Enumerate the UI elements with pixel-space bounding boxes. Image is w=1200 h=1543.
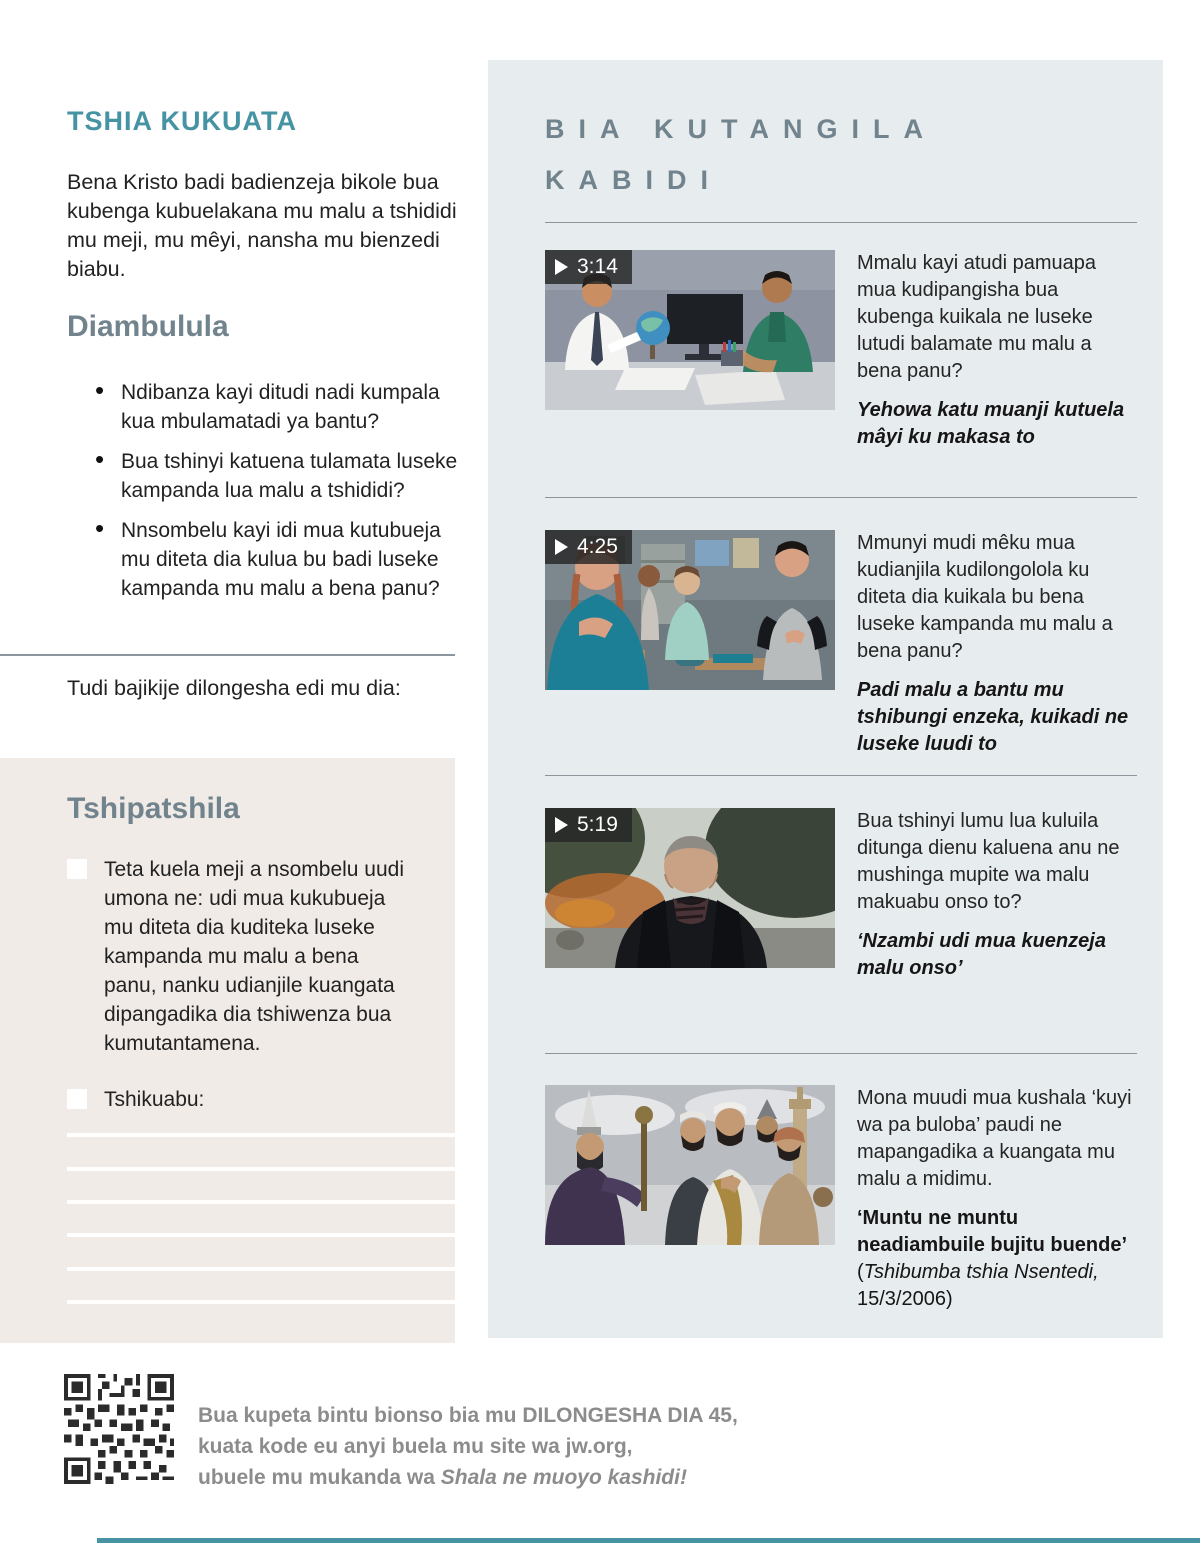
play-icon: [555, 539, 568, 555]
media-row-text: [857, 530, 1138, 758]
goal-item-text: Teta kuela meji a nsombelu uudi umona ne: udi mua kukubueja mu diteta dia kuditeka luseke kampanda mu malu a bena panu, nanku udianjile kuangata dipangadika dia tshiwenza bua kumutantamena.: [104, 858, 405, 1055]
write-line: [67, 1200, 455, 1204]
row-divider: [545, 1053, 1137, 1054]
video-thumbnail-classroom-scene[interactable]: [545, 530, 835, 690]
conclusion-label: Tudi bajikije dilongesha edi mu dia:: [67, 676, 401, 700]
discussion-question-list: [95, 378, 475, 614]
bottom-accent-bar: [97, 1538, 1200, 1543]
duration-badge: 3:14: [545, 250, 632, 284]
review-section-heading: TSHIA KUKUATA: [67, 106, 297, 136]
goal-panel: [0, 758, 455, 1343]
illustration-king-three-hebrews[interactable]: [545, 1085, 835, 1245]
video-answer: ‘Nzambi udi mua kuenzeja malu onso’: [857, 930, 1106, 979]
video-answer: Yehowa katu muanji kutuela mâyi ku makasa to: [857, 399, 1125, 448]
illustration-answer: ‘Muntu ne muntu neadiambuile bujitu buende’ (Tshibumba tshia Nsentedi, 15/3/2006): [857, 1207, 1128, 1310]
discussion-question: • Bua tshinyi katuena tulamata luseke kampanda lua malu a tshididi?: [95, 447, 475, 505]
media-row-text: [857, 808, 1138, 982]
media-row-text: [857, 1085, 1138, 1313]
qr-code-art: [64, 1374, 174, 1484]
duration-badge: 4:25: [545, 530, 632, 564]
write-line: [67, 1300, 455, 1304]
write-line: [67, 1133, 455, 1137]
video-question: Mmalu kayi atudi pamuapa mua kudipangisha bua kubenga kuikala ne luseke lutudi balamate mu malu a bena panu?: [857, 252, 1097, 382]
video-answer: Padi malu a bantu mu tshibungi enzeka, kuikadi ne luseke luudi to: [857, 679, 1129, 755]
qr-code: [64, 1374, 174, 1484]
watch-again-panel: [488, 60, 1163, 1338]
intro-paragraph: Bena Kristo badi badienzeja bikole bua kubenga kubuelakana mu malu a tshididi mu meji, mu mêyi, nansha mu bienzedi biabu.: [67, 170, 457, 281]
publication-title: Shala ne muoyo kashidi!: [440, 1466, 687, 1489]
media-row-text: [857, 250, 1138, 451]
illustration-art: [545, 1085, 835, 1245]
play-icon: [555, 817, 568, 833]
checkbox-icon[interactable]: [67, 1089, 87, 1109]
answer-quote: ‘Muntu ne muntu neadiambuile bujitu buende’: [857, 1207, 1128, 1256]
video-thumbnail-office-scene[interactable]: [545, 250, 835, 410]
goal-item-text: Tshikuabu:: [104, 1088, 205, 1111]
play-icon: [555, 259, 568, 275]
discussion-question: • Ndibanza kayi ditudi nadi kumpala kua mbulamatadi ya bantu?: [95, 378, 475, 436]
illustration-caption: Mona muudi mua kushala ‘kuyi wa pa buloba’ paudi ne mapangadika a kuangata mu malu a midimu.: [857, 1087, 1132, 1190]
goal-heading: Tshipatshila: [67, 792, 240, 825]
goal-item: [67, 855, 409, 1058]
write-line: [67, 1167, 455, 1171]
video-thumbnail-interview-scene[interactable]: [545, 808, 835, 968]
answer-source: Tshibumba tshia Nsentedi,: [863, 1261, 1099, 1283]
row-divider: [545, 775, 1137, 776]
row-divider: [545, 222, 1137, 223]
footer-note: [198, 1400, 798, 1493]
video-question: Bua tshinyi lumu lua kuluila ditunga dienu kaluena anu ne mushinga mupite wa malu makuabu onso to?: [857, 810, 1120, 913]
media-row: [545, 808, 1138, 982]
goal-item: [67, 1085, 409, 1114]
discussion-heading: Diambulula: [67, 310, 229, 343]
video-question: Mmunyi mudi mêku mua kudianjila kudilongolola ku diteta dia kuikala bu bena luseke kampanda mu malu a bena panu?: [857, 532, 1113, 662]
footer-line-2: kuata kode eu anyi buela mu site wa jw.org,: [198, 1435, 633, 1458]
footer-line-1: Bua kupeta bintu bionso bia mu DILONGESHA DIA 45,: [198, 1404, 738, 1427]
media-row: [545, 250, 1138, 451]
footer-line-3: ubuele mu mukanda wa Shala ne muoyo kashidi!: [198, 1466, 687, 1489]
watch-again-heading: BIA KUTANGILA KABIDI: [545, 114, 937, 195]
section-divider: [0, 654, 455, 656]
checkbox-icon[interactable]: [67, 859, 87, 879]
media-row: [545, 1085, 1138, 1313]
media-row: [545, 530, 1138, 758]
discussion-question: • Nnsombelu kayi idi mua kutubueja mu diteta dia kulua bu badi luseke kampanda mu malu a bena panu?: [95, 516, 475, 603]
duration-badge: 5:19: [545, 808, 632, 842]
write-line: [67, 1267, 455, 1271]
write-line: [67, 1233, 455, 1237]
row-divider: [545, 497, 1137, 498]
